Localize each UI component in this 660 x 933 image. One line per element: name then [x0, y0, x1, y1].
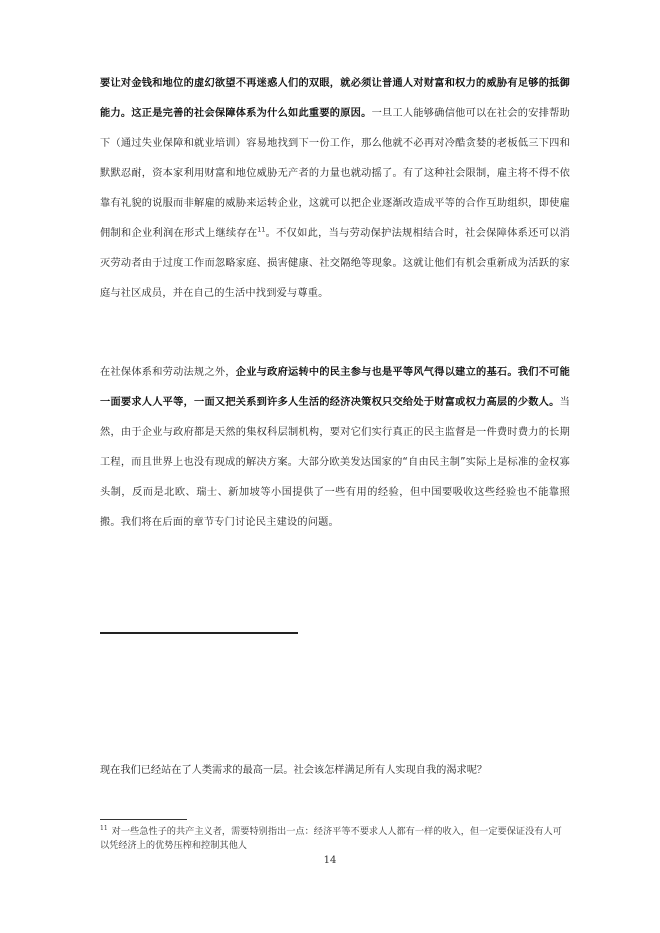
- footnote: [100, 825, 570, 853]
- footnote-number: 11: [100, 824, 108, 832]
- footnote-reference[interactable]: 11: [257, 226, 266, 234]
- footnote-text: 对一些急性子的共产主义者，需要特别指出一点：经济平等不要求人人都有一样的收入，但一定要保证没有人可以凭经济上的优势压榨和控制其他人: [100, 826, 562, 851]
- footnote-separator: [100, 819, 187, 820]
- page-number: 14: [323, 855, 337, 866]
- paragraph-2-body: 当然，由于企业与政府都是天然的集权科层制机构，要对它们实行真正的民主监督是一件费时费力的长期工程，而且世界上也没有现成的解决方案。大部分欧美发达国家的“自由民主制”实际上是标准的金权寡头制，反而是北欧、瑞士、新加坡等小国提供了一些有用的经验，但中国要吸收这些经验也不能靠照搬。我们将在后面的章节专门讨论民主建设的问题。: [100, 397, 570, 528]
- paragraph-1-body-continued: 。不仅如此，当与劳动保护法规相结合时，社会保障体系还可以消灭劳动者由于过度工作而忽略家庭、损害健康、社交隔绝等现象。这就让他们有机会重新成为活跃的家庭与社区成员，并在自己的生活中找到爱与尊重。: [100, 228, 570, 299]
- paragraph-1-bold-lead: 要让对金钱和地位的虚幻欲望不再迷惑人们的双眼，就必须让普通人对财富和权力的威胁有足够的抵御能力。这正是完善的社会保障体系为什么如此重要的原因。: [100, 78, 570, 119]
- closing-question: 现在我们已经站在了人类需求的最高一层。社会该怎样满足所有人实现自我的渴求呢？: [100, 765, 488, 776]
- section-divider: [100, 632, 298, 634]
- paragraph-2-intro: 在社保体系和劳动法规之外，: [100, 367, 236, 378]
- paragraph-social-security: [100, 69, 570, 309]
- paragraph-1-body: 一旦工人能够确信他可以在社会的安排帮助下（通过失业保障和就业培训）容易地找到下一份工作，那么他就不必再对冷酷贪婪的老板低三下四和默默忍耐，资本家利用财富和地位威胁无产者的力量也就动摇了。有了这种社会限制，雇主将不得不依靠有礼貌的说服而非解雇的威胁来运转企业，这就可以把企业逐渐改造成平等的合作互助组织，即使雇佣制和企业利润在形式上继续存在: [100, 108, 570, 239]
- paragraph-2-bold-thesis: 企业与政府运转中的民主参与也是平等风气得以建立的基石。我们不可能一面要求人人平等，一面又把关系到许多人生活的经济决策权只交给处于财富或权力高层的少数人。: [100, 367, 570, 408]
- paragraph-democratic-participation: [100, 358, 570, 538]
